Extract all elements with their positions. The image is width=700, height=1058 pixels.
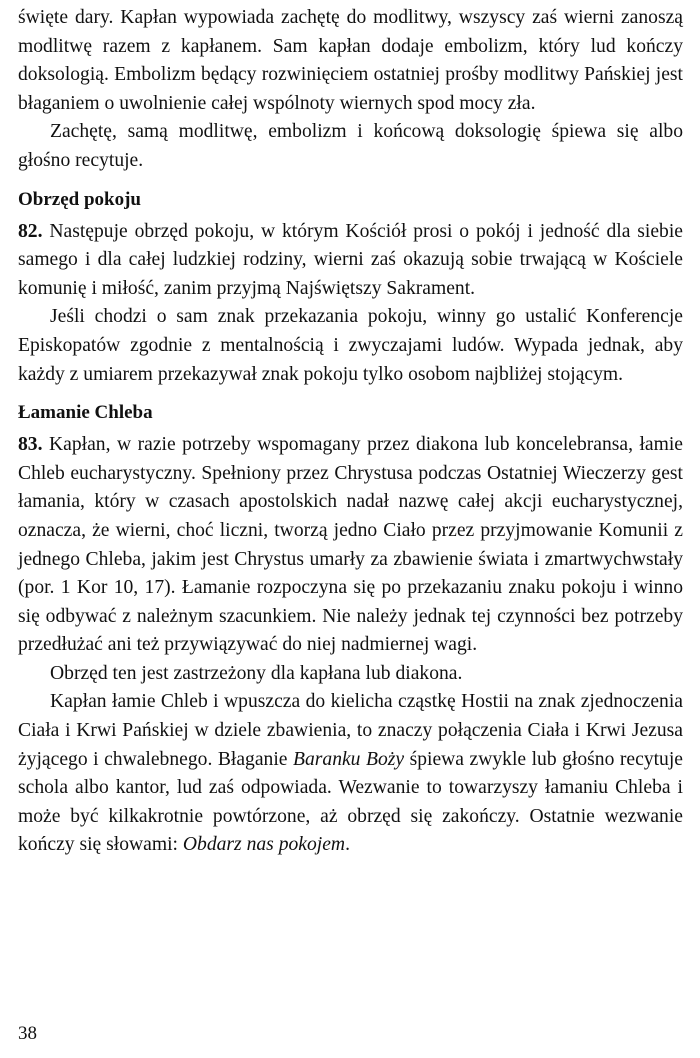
prayer-title-agnus-dei: Baranku Boży [293, 748, 405, 770]
paragraph-83-final [18, 688, 683, 860]
paragraph-83-final-middle: śpiewa zwykle lub głośno recytuje schola albo kantor, lud zaś odpowiada. Wezwanie to towarzyszy łamaniu Chleba i może być kilkakrotnie powtórzone, aż obrzęd się zakończy. Ostatnie wezwanie kończy się słowami: [18, 748, 683, 856]
paragraph-83 [18, 431, 683, 660]
page-number: 38 [18, 1023, 37, 1044]
paragraph-82 [18, 218, 683, 304]
intro-paragraph: święte dary. Kapłan wypowiada zachętę do modlitwy, wszyscy zaś wierni zanoszą modlitwę razem z kapłanem. Sam kapłan dodaje embolizm, który lud kończy doksologią. Embolizm będący rozwinięciem ostatniej prośby modlitwy Pańskiej jest błaganiem o uwolnienie całej wspólnoty wiernych spod mocy zła. [18, 7, 683, 114]
spacer [18, 389, 683, 399]
prayer-closing-words: Obdarz nas pokojem [182, 834, 346, 856]
page-body [18, 4, 683, 860]
paragraph-83-text: Kapłan, w razie potrzeby wspomagany przez diakona lub koncelebransa, łamie Chleb eucharystyczny. Spełniony przez Chrystusa podczas Ostatniej Wieczerzy gest łamania, który w czasach apostolskich nadał nazwę całej akcji eucharystycznej, oznacza, że wierni, choć liczni, tworzą jedno Ciało przez przyjmowanie Komunii z jednego Chleba, jakim jest Chrystus umarły za zbawienie świata i zmartwychwstały (por. 1 Kor 10, 17). Łamanie rozpoczyna się po przekazaniu znaku pokoju i winno się odbywać z należnym szacunkiem. Nie należy jednak tej czynności bez potrzeby przedłużać ani też przywiązywać do niej nadmiernej wagi. [18, 434, 684, 656]
paragraph-number: 83. [18, 434, 43, 456]
paragraph-83-final-start: Kapłan łamie Chleb i wpuszcza do kielicha cząstkę Hostii na znak zjednoczenia Ciała i Krwi Pańskiej w dziele zbawienia, to znaczy połączenia Ciała i Krwi Jezusa żyjącego i chwalebnego. Błaganie [18, 691, 683, 770]
paragraph-number: 82. [18, 220, 43, 242]
paragraph-82-continuation: Jeśli chodzi o sam znak przekazania pokoju, winny go ustalić Konferencje Episkopatów zgodnie z mentalnością i zwyczajami ludów. Wypada jednak, aby każdy z umiarem przekazywał znak pokoju tylko osobom najbliżej stojącym. [18, 306, 683, 385]
paragraph-83-continuation: Obrzęd ten jest zastrzeżony dla kapłana lub diakona. [50, 662, 463, 684]
spacer [18, 176, 683, 186]
section-heading-peace: Obrzęd pokoju [18, 188, 141, 210]
intro-paragraph-2: Zachętę, samą modlitwę, embolizm i końcową doksologię śpiewa się albo głośno recytuje. [18, 121, 683, 171]
paragraph-83-final-end: . [345, 834, 350, 856]
paragraph-82-text: Następuje obrzęd pokoju, w którym Kościół prosi o pokój i jedność dla siebie samego i dla całej ludzkiej rodziny, wierni zaś okazują sobie trwającą w Kościele komunię i miłość, zanim przyjmą Najświętszy Sakrament. [18, 220, 683, 299]
section-heading-breaking-bread: Łamanie Chleba [18, 402, 153, 424]
